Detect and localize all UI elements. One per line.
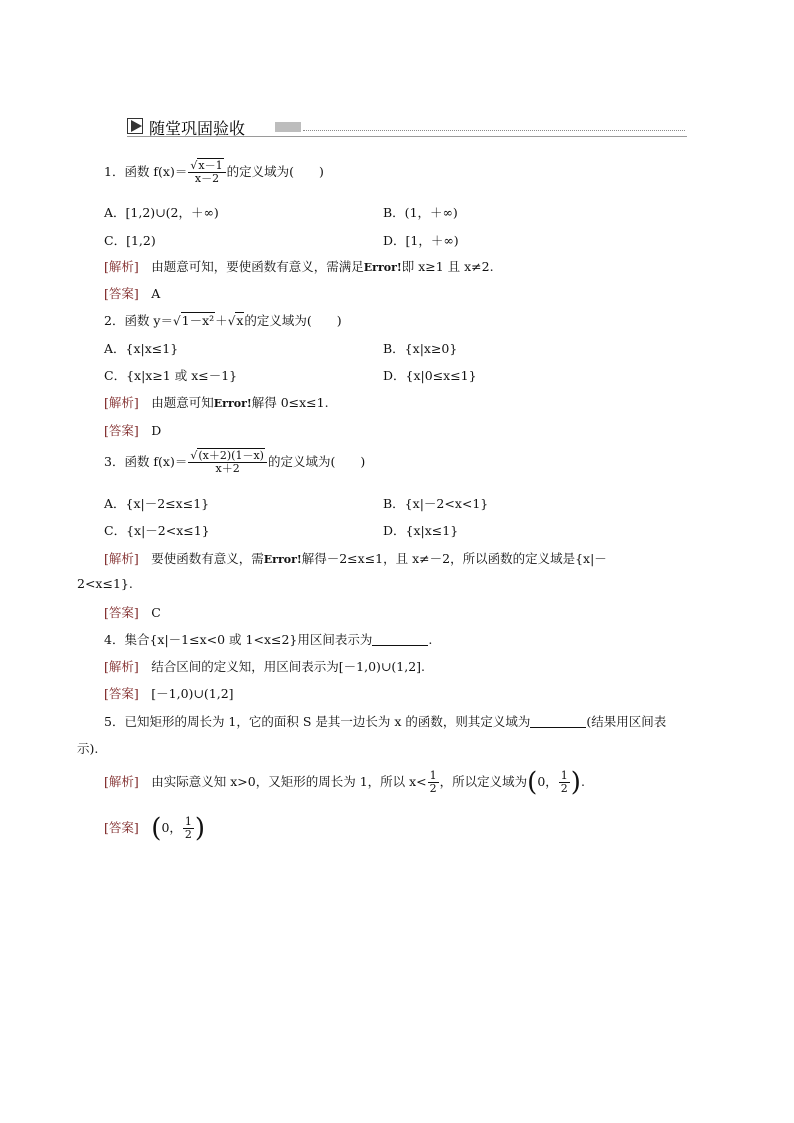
q2-stem: 2．函数 y＝√1－x²＋√x的定义域为( ) — [104, 313, 342, 328]
q3-fraction: $\frac{√(x+2)(1-x)}{x+2}$ — [188, 450, 267, 475]
header-gray-bar — [275, 122, 301, 132]
header-dotted-rule — [303, 130, 685, 131]
q1-analysis: [解析] 由题意可知，要使函数有意义，需满足Error!即 x≥1 且 x≠2. — [104, 259, 494, 274]
q5-stem: 5．已知矩形的周长为 1，它的面积 S 是其一边长为 x 的函数，则其定义域为 (结果用区间表 — [104, 714, 667, 729]
q2-option-b: B．{x|x≥0} — [383, 341, 458, 356]
q2-analysis: [解析] 由题意可知Error!解得 0≤x≤1. — [104, 395, 329, 410]
q3-analysis: [解析] 要使函数有意义，需Error!解得－2≤x≤1，且 x≠－2，所以函数的定义域是{x|－ — [104, 551, 607, 566]
q1-answer: [答案] A — [104, 286, 161, 301]
q4-answer: [答案] [－1,0)∪(1,2] — [104, 686, 234, 701]
q3-analysis-line2: 2<x≤1}. — [77, 576, 133, 591]
q5-blank — [530, 715, 586, 728]
q4-stem: 4．集合{x|－1≤x<0 或 1<x≤2}用区间表示为 . — [104, 632, 433, 647]
q5-analysis: [解析] 由实际意义知 x>0，又矩形的周长为 1，所以 x< $\frac{1}{2}$ ，所以定义域为(0， $\frac{1}{2}$ ). — [104, 767, 585, 798]
q1-stem: 1．函数 f(x)＝ $\frac{√x-1}{x-2}$ 的定义域为( ) — [104, 159, 324, 185]
q5-half-fraction-1: $\frac{1}{2}$ — [429, 769, 437, 795]
q5-half-fraction-2: $\frac{1}{2}$ — [560, 769, 568, 795]
section-header — [127, 116, 687, 138]
q4-blank — [372, 633, 428, 646]
q1-option-a: A．[1,2)∪(2，＋∞) — [104, 205, 219, 220]
q1-option-d: D．[1，＋∞) — [383, 233, 459, 248]
q5-answer-fraction: $\frac{1}{2}$ — [184, 815, 192, 841]
q2-option-c: C．{x|x≥1 或 x≤－1} — [104, 368, 238, 383]
q3-option-b: B．{x|－2<x<1} — [383, 496, 489, 511]
q1-option-b: B．(1，＋∞) — [383, 205, 458, 220]
q3-answer: [答案] C — [104, 605, 161, 620]
header-underline — [127, 136, 687, 137]
q2-option-a: A．{x|x≤1} — [104, 341, 179, 356]
q4-analysis: [解析] 结合区间的定义知，用区间表示为[－1,0)∪(1,2]. — [104, 659, 425, 674]
q2-option-d: D．{x|0≤x≤1} — [383, 368, 477, 383]
q3-option-a: A．{x|－2≤x≤1} — [104, 496, 210, 511]
q3-option-d: D．{x|x≤1} — [383, 523, 459, 538]
q3-stem: 3．函数 f(x)＝ $\frac{√(x+2)(1-x)}{x+2}$ 的定义域为( ) — [104, 449, 366, 475]
q3-option-c: C．{x|－2<x≤1} — [104, 523, 210, 538]
q1-option-c: C．[1,2) — [104, 233, 156, 248]
play-box-icon — [127, 118, 143, 134]
section-title: 随堂巩固验收 — [149, 119, 246, 138]
q5-answer: [答案] (0， $\frac{1}{2}$ ) — [104, 813, 206, 844]
q5-stem-line2: 示). — [77, 741, 99, 756]
q2-answer: [答案] D — [104, 423, 162, 438]
q1-fraction: $\frac{√x-1}{x-2}$ — [188, 160, 225, 185]
